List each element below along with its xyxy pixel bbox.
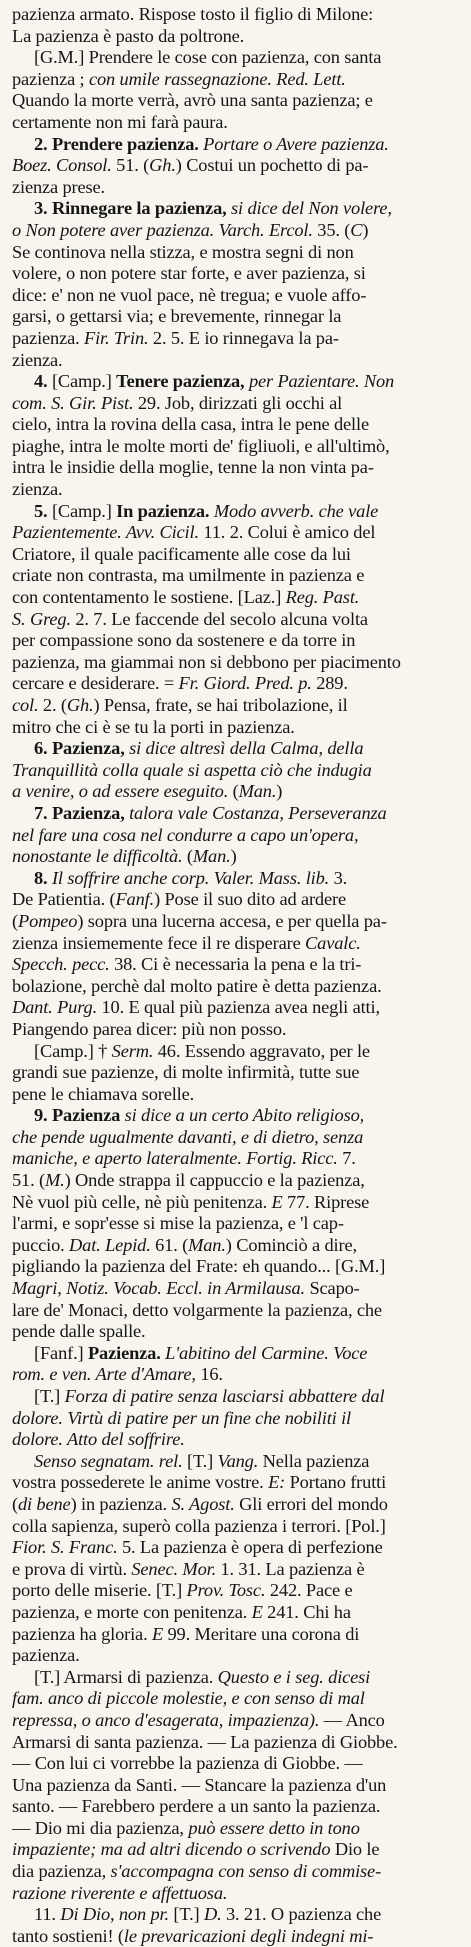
text-line [12, 652, 459, 674]
text-line [12, 436, 459, 458]
text-line [12, 1580, 459, 1602]
text-segment: 3. [333, 867, 348, 888]
text-segment: per compassione sono da sostenere e da torre in [12, 630, 356, 651]
text-segment: Criatore, il quale pacificamente alle cose da lui [12, 543, 351, 564]
italic-text: Gh. [149, 155, 176, 176]
text-line [12, 1559, 459, 1581]
text-segment: 242. Pace e [269, 1580, 353, 1601]
text-line [12, 220, 459, 242]
text-line [12, 1537, 459, 1559]
text-line [12, 1386, 459, 1408]
entry-heading: 5. [34, 500, 52, 521]
italic-text: Il soffrire anche corp. Valer. Mass. lib. [51, 867, 334, 888]
text-segment: tanto sostieni! ( [12, 1925, 124, 1946]
italic-text: C [350, 219, 363, 240]
text-line [12, 350, 459, 372]
italic-text: le prevaricazioni degli indegni mi- [123, 1925, 374, 1946]
text-line [12, 1408, 459, 1430]
italic-text: S. Agost. [171, 1493, 240, 1514]
text-line [12, 1364, 459, 1386]
italic-text: nonostante le difficoltà. [12, 846, 187, 867]
text-segment: zienza insiememente fece il re disperare [12, 932, 306, 953]
italic-text: Modo avverb. che vale [213, 500, 379, 521]
text-segment: [G.M.] Prendere le cose con pazienza, con santa [34, 47, 382, 68]
text-segment: 2. 5. E io rinnegava la pa- [152, 327, 339, 348]
text-segment: 51. ( [12, 1170, 45, 1191]
text-segment: Armarsi di santa pazienza. — La pazienza di Giobbe. [12, 1731, 398, 1752]
entry-heading: 2. Prendere pazienza. [34, 133, 204, 154]
text-line [12, 522, 459, 544]
italic-text: M. [44, 1170, 65, 1191]
text-segment: pazienza, e morte con penitenza. [12, 1601, 252, 1622]
text-segment: 99. Meritare una corona di [167, 1623, 360, 1644]
text-line [12, 587, 459, 609]
text-segment: Se continova nella stizza, e mostra segni di non [12, 241, 354, 262]
text-line [12, 1753, 459, 1775]
text-segment: — Anco [323, 1709, 385, 1730]
text-segment: [Camp.] [51, 371, 117, 392]
text-line [12, 976, 459, 998]
text-segment: ) sopra una lucerna accesa, e per quella pa- [77, 910, 387, 931]
text-line [12, 1645, 459, 1667]
text-line [12, 1300, 459, 1322]
text-line [12, 1516, 459, 1538]
text-line [12, 825, 459, 847]
italic-text: Questo e i seg. dicesi [217, 1666, 371, 1687]
italic-text: Senec. Mor. [131, 1558, 221, 1579]
text-segment: ) Cominciò a dire, [225, 1234, 357, 1255]
text-line [12, 328, 459, 350]
italic-text: razione riverente e affettuosa. [12, 1882, 228, 1903]
text-segment: dice: e' non ne vuol pace, nè tregua; e vuole affo- [12, 284, 367, 305]
italic-text: Pazientemente. Avv. Cicil. [12, 522, 204, 543]
text-segment: [T.] [173, 1904, 204, 1925]
text-line [12, 393, 459, 415]
text-segment: Nella pazienza [262, 1450, 370, 1471]
text-segment: zienza prese. [12, 176, 106, 197]
text-segment: zienza. [12, 349, 63, 370]
italic-text: repressa, o anco d'esagerata, impazienza). [12, 1709, 324, 1730]
text-line [12, 242, 459, 264]
text-segment: 11. 2. Colui è amico del [203, 522, 376, 543]
text-segment: intra le insidie della moglie, tenne la non vinta pa- [12, 457, 374, 478]
text-segment: [T.] [34, 1386, 65, 1406]
italic-text: D. [203, 1904, 226, 1925]
text-line [12, 134, 459, 156]
text-segment: criate non contrasta, ma umilmente in pazienza e [12, 565, 365, 586]
text-segment: [T.] [186, 1450, 218, 1471]
text-line [12, 1667, 459, 1689]
text-line [12, 1472, 459, 1494]
text-segment: 10. E qual più pazienza avea negli atti, [101, 997, 380, 1018]
text-line [12, 1904, 459, 1926]
text-line [12, 1451, 459, 1473]
text-segment: 5. La pazienza è opera di perfezione [121, 1537, 383, 1558]
italic-text: Forza di patire senza lasciarsi abbattere dal [64, 1386, 385, 1406]
italic-text: a venire, o ad essere eseguito. [12, 781, 233, 802]
text-line [12, 1170, 459, 1192]
text-line [12, 1019, 459, 1041]
text-line [12, 1429, 459, 1451]
italic-text: rom. e ven. Arte d'Amare, [12, 1364, 201, 1385]
italic-text: Boez. Consol. [12, 155, 117, 176]
text-line [12, 414, 459, 436]
text-segment: Scapo- [309, 1278, 360, 1299]
text-segment: pene le chiamava sorelle. [12, 1083, 195, 1104]
text-segment: pazienza. [12, 1645, 80, 1666]
italic-text: dolore. Atto del soffrire. [12, 1429, 185, 1450]
text-segment: 289. [316, 673, 348, 694]
text-line [12, 501, 459, 523]
text-segment: ) [230, 846, 237, 867]
text-line [12, 1148, 459, 1170]
text-segment: 1. 31. La pazienza è [220, 1558, 365, 1579]
italic-text: per Pazientare. Non [248, 371, 395, 392]
text-line [12, 889, 459, 911]
italic-text: Pompeo [17, 910, 78, 931]
text-segment: 46. Essendo aggravato, per le [157, 1040, 370, 1061]
italic-text: o Non potere aver pazienza. Varch. Ercol. [12, 219, 318, 240]
text-segment: ( [12, 910, 18, 931]
text-segment: ) Costui un pochetto di pa- [175, 155, 369, 176]
italic-text: Di Dio, non pr. [60, 1904, 174, 1925]
text-segment: Nè vuol più celle, nè più penitenza. [12, 1191, 272, 1212]
italic-text: L'abitino del Carmine. Voce [165, 1342, 368, 1363]
italic-text: Fanf. [115, 889, 155, 910]
italic-text: Cavalc. [305, 932, 361, 953]
italic-text: Man. [238, 781, 277, 802]
text-segment: La pazienza è pasto da poltrone. [12, 25, 245, 46]
text-segment: dia pazienza, [12, 1861, 111, 1882]
entry-heading: 8. [34, 867, 52, 888]
italic-text: con umile rassegnazione. Red. Lett. [88, 68, 346, 89]
text-segment: volere, o non potere star forte, e aver pazienza, si [12, 263, 366, 284]
text-line [12, 695, 459, 717]
text-line [12, 1839, 459, 1861]
italic-text: Serm. [111, 1040, 158, 1061]
italic-text: Vang. [217, 1450, 263, 1471]
text-segment: 2. ( [42, 695, 67, 715]
text-segment: e prova di virtù. [12, 1558, 132, 1579]
italic-text: Gh. [66, 695, 94, 715]
text-segment: De Patientia. ( [12, 889, 116, 910]
text-line [12, 1861, 459, 1883]
text-segment: con contentamento le sostiene. [Laz.] [12, 587, 286, 608]
text-line [12, 1041, 459, 1063]
text-segment: porto delle miserie. [T.] [12, 1580, 187, 1601]
italic-text: fam. anco di piccole molestie, e con senso di mal [12, 1688, 365, 1709]
text-segment: certamente non mi farà paura. [12, 111, 228, 132]
italic-text: Tranquillità colla quale si aspetta ciò che indugia [12, 759, 372, 780]
text-line [12, 1710, 459, 1732]
text-line [12, 1278, 459, 1300]
entry-heading: Tenere pazienza, [116, 371, 249, 392]
italic-text: Man. [192, 846, 231, 867]
text-line [12, 1213, 459, 1235]
text-line [12, 1343, 459, 1365]
italic-text: Man. [188, 1234, 226, 1255]
text-line [12, 155, 459, 177]
text-line [12, 565, 459, 587]
text-line [12, 47, 459, 69]
italic-text: maniche, e aperto lateralmente. Fortig. Ricc. [12, 1148, 343, 1169]
italic-text: Dant. Purg. [12, 997, 102, 1018]
text-segment: pende dalle spalle. [12, 1321, 146, 1342]
text-segment: ) in pazienza. [70, 1493, 172, 1514]
text-line [12, 673, 459, 695]
text-line [12, 544, 459, 566]
text-segment: pazienza ha gloria. [12, 1623, 152, 1644]
italic-text: si dice altresì della Calma, della [129, 738, 364, 759]
text-segment: vostra possederete le anime vostre. [12, 1472, 269, 1493]
entry-heading: 4. [34, 371, 52, 392]
text-line [12, 1494, 459, 1516]
text-segment: 7. [342, 1148, 356, 1169]
text-segment: pazienza, ma giammai non si debbono per piacimento [12, 651, 401, 672]
text-line [12, 738, 459, 760]
text-line [12, 1775, 459, 1797]
text-segment: pazienza armato. Rispose tosto il figlio di Milone: [12, 4, 374, 24]
text-line [12, 177, 459, 199]
italic-text: talora vale Costanza, Perseveranza [129, 802, 387, 823]
text-line [12, 1192, 459, 1214]
text-line [12, 1235, 459, 1257]
italic-text: com. S. Gir. Pist. [12, 392, 138, 413]
text-segment: zienza. [12, 479, 63, 500]
text-segment: 61. ( [155, 1234, 189, 1255]
italic-text: si dice a un certo Abito religioso, [124, 1105, 365, 1126]
italic-text: Fr. Giord. Pred. p. [178, 673, 317, 694]
text-line [12, 1256, 459, 1278]
text-segment: ( [12, 1493, 18, 1514]
text-segment: [T.] Armarsi di pazienza. [34, 1666, 218, 1687]
entry-heading: Pazienza. [87, 1342, 166, 1363]
text-segment: Portano frutti [289, 1472, 387, 1493]
text-line [12, 803, 459, 825]
text-line [12, 306, 459, 328]
text-segment: ) Pensa, frate, se hai tribolazione, il [93, 695, 348, 715]
text-segment: — Dio mi dia pazienza, [12, 1817, 189, 1838]
text-segment: ) Onde strappa il cappuccio e la pazienza, [64, 1170, 365, 1191]
text-segment: Una pazienza da Santi. — Stancare la pazienza d'un [12, 1774, 387, 1795]
text-segment: ) [362, 219, 369, 240]
text-segment: puccio. [12, 1234, 70, 1255]
italic-text: nel fare una cosa nel condurre a capo un'opera, [12, 824, 359, 845]
text-line [12, 1818, 459, 1840]
text-line [12, 609, 459, 631]
text-line [12, 760, 459, 782]
italic-text: Fir. Trin. [84, 327, 153, 348]
text-segment: 35. ( [317, 219, 351, 240]
text-line [12, 933, 459, 955]
text-segment: grandi sue pazienze, di molte infirmità, tutte sue [12, 1062, 360, 1083]
text-line [12, 846, 459, 868]
text-segment: bolazione, perchè dal molto patire è detta pazienza. [12, 975, 382, 996]
text-line [12, 1127, 459, 1149]
text-line [12, 26, 459, 48]
italic-text: Prov. Tosc. [186, 1580, 270, 1601]
italic-text: Fior. S. Franc. [12, 1537, 122, 1558]
text-line [12, 4, 459, 26]
italic-text: che pende ugualmente davanti, e di dietro, senza [12, 1126, 364, 1147]
text-line [12, 371, 459, 393]
text-segment: 16. [200, 1364, 223, 1385]
italic-text: Dat. Lepid. [69, 1234, 156, 1255]
text-line [12, 263, 459, 285]
text-segment: lare de' Monaci, detto volgarmente la pazienza, che [12, 1299, 382, 1320]
text-line [12, 285, 459, 307]
italic-text: si dice del Non volere, [231, 198, 392, 219]
text-segment: pigliando la pazienza del Frate: eh quando... [G.M.] [12, 1256, 386, 1277]
text-segment: Quando la morte verrà, avrò una santa pazienza; e [12, 90, 373, 111]
text-segment: Gli errori del mondo [239, 1493, 388, 1514]
italic-text: dolore. Virtù di patire per un fine che nobiliti il [12, 1407, 352, 1428]
italic-text: Specch. pecc. [12, 954, 115, 975]
text-segment: colla sapienza, superò colla pazienza i terrori. [Pol.] [12, 1515, 386, 1536]
text-line [12, 1105, 459, 1127]
text-segment: — Con lui ci vorrebbe la pazienza di Giobbe. — [12, 1753, 363, 1774]
text-line [12, 457, 459, 479]
text-line [12, 781, 459, 803]
text-segment: 77. Riprese [287, 1191, 370, 1212]
text-line [12, 1062, 459, 1084]
text-segment: ( [232, 781, 239, 802]
entry-heading: 6. Pazienza, [34, 738, 130, 759]
text-line [12, 479, 459, 501]
entry-heading: 7. Pazienza, [34, 802, 130, 823]
text-segment: pazienza ; [12, 68, 89, 89]
italic-text: col. [12, 695, 43, 715]
text-line [12, 112, 459, 134]
text-segment: 38. Ci è necessaria la pena e la tri- [114, 954, 362, 975]
text-segment: cielo, intra la rovina della casa, intra le pene delle [12, 414, 369, 435]
text-segment: Piangendo parea dicer: più non posso. [12, 1018, 287, 1039]
italic-text: può essere detto in tono [188, 1817, 360, 1838]
text-segment: l'armi, e sopr'esse si mise la pazienza, e 'l cap- [12, 1213, 344, 1234]
text-line [12, 954, 459, 976]
text-line [12, 1624, 459, 1646]
text-line [12, 911, 459, 933]
italic-text: E [271, 1191, 288, 1212]
text-segment: ) [276, 781, 283, 802]
text-line [12, 90, 459, 112]
text-segment: 241. Chi ha [267, 1601, 351, 1622]
text-segment: garsi, o gettarsi via; e brevemente, rinnegar la [12, 306, 342, 327]
text-line [12, 1688, 459, 1710]
italic-text: E [251, 1601, 268, 1622]
text-segment: [Camp.] † [34, 1040, 112, 1061]
text-segment: [Fanf.] [34, 1342, 88, 1363]
text-line [12, 1321, 459, 1343]
italic-text: Reg. Past. [285, 587, 360, 608]
italic-text: E [151, 1623, 168, 1644]
text-line [12, 1084, 459, 1106]
text-segment: 29. Job, dirizzati gli occhi al [137, 392, 343, 413]
text-segment: piaghe, intra le molte morti de' figliuoli, e all'ultimò, [12, 435, 390, 456]
text-line [12, 69, 459, 91]
text-segment: 11. [34, 1904, 61, 1925]
text-line [12, 1602, 459, 1624]
text-segment: cercare e desiderare. = [12, 673, 179, 694]
text-segment: mitro che ci è se tu la porti in pazienza. [12, 716, 295, 737]
text-segment: 3. 21. O pazienza che [225, 1904, 382, 1925]
italic-text: Portare o Avere pazienza. [203, 133, 389, 154]
text-line [12, 1796, 459, 1818]
text-line [12, 630, 459, 652]
text-segment: 2. 7. Le faccende del secolo alcuna volta [75, 608, 368, 629]
text-segment: pazienza. [12, 327, 85, 348]
text-segment: santo. — Farebbero perdere a un santo la pazienza. [12, 1796, 381, 1817]
entry-heading: 9. Pazienza [34, 1105, 125, 1126]
text-line [12, 198, 459, 220]
text-line [12, 868, 459, 890]
text-segment: Dio le [334, 1839, 380, 1860]
italic-text: Senso segnatam. rel. [34, 1450, 187, 1471]
entry-heading: 3. Rinnegare la pazienza, [34, 198, 232, 219]
text-line [12, 1883, 459, 1905]
text-segment: 51. ( [116, 155, 150, 176]
italic-text: S. Greg. [12, 608, 76, 629]
text-line [12, 1926, 459, 1947]
italic-text: impaziente; ma ad altri dicendo o scrivendo [12, 1839, 335, 1860]
italic-text: Magri, Notiz. Vocab. Eccl. in Armilausa. [12, 1278, 310, 1299]
italic-text: s'accompagna con senso di commise- [110, 1861, 382, 1882]
text-segment: [Camp.] [51, 500, 117, 521]
entry-heading: In pazienza. [116, 500, 214, 521]
text-line [12, 1732, 459, 1754]
text-line [12, 997, 459, 1019]
italic-text: di bene [17, 1493, 71, 1514]
italic-text: E: [268, 1472, 290, 1493]
text-line [12, 717, 459, 739]
text-segment: ) Pose il suo dito ad ardere [154, 889, 346, 910]
text-segment: ( [186, 846, 193, 867]
